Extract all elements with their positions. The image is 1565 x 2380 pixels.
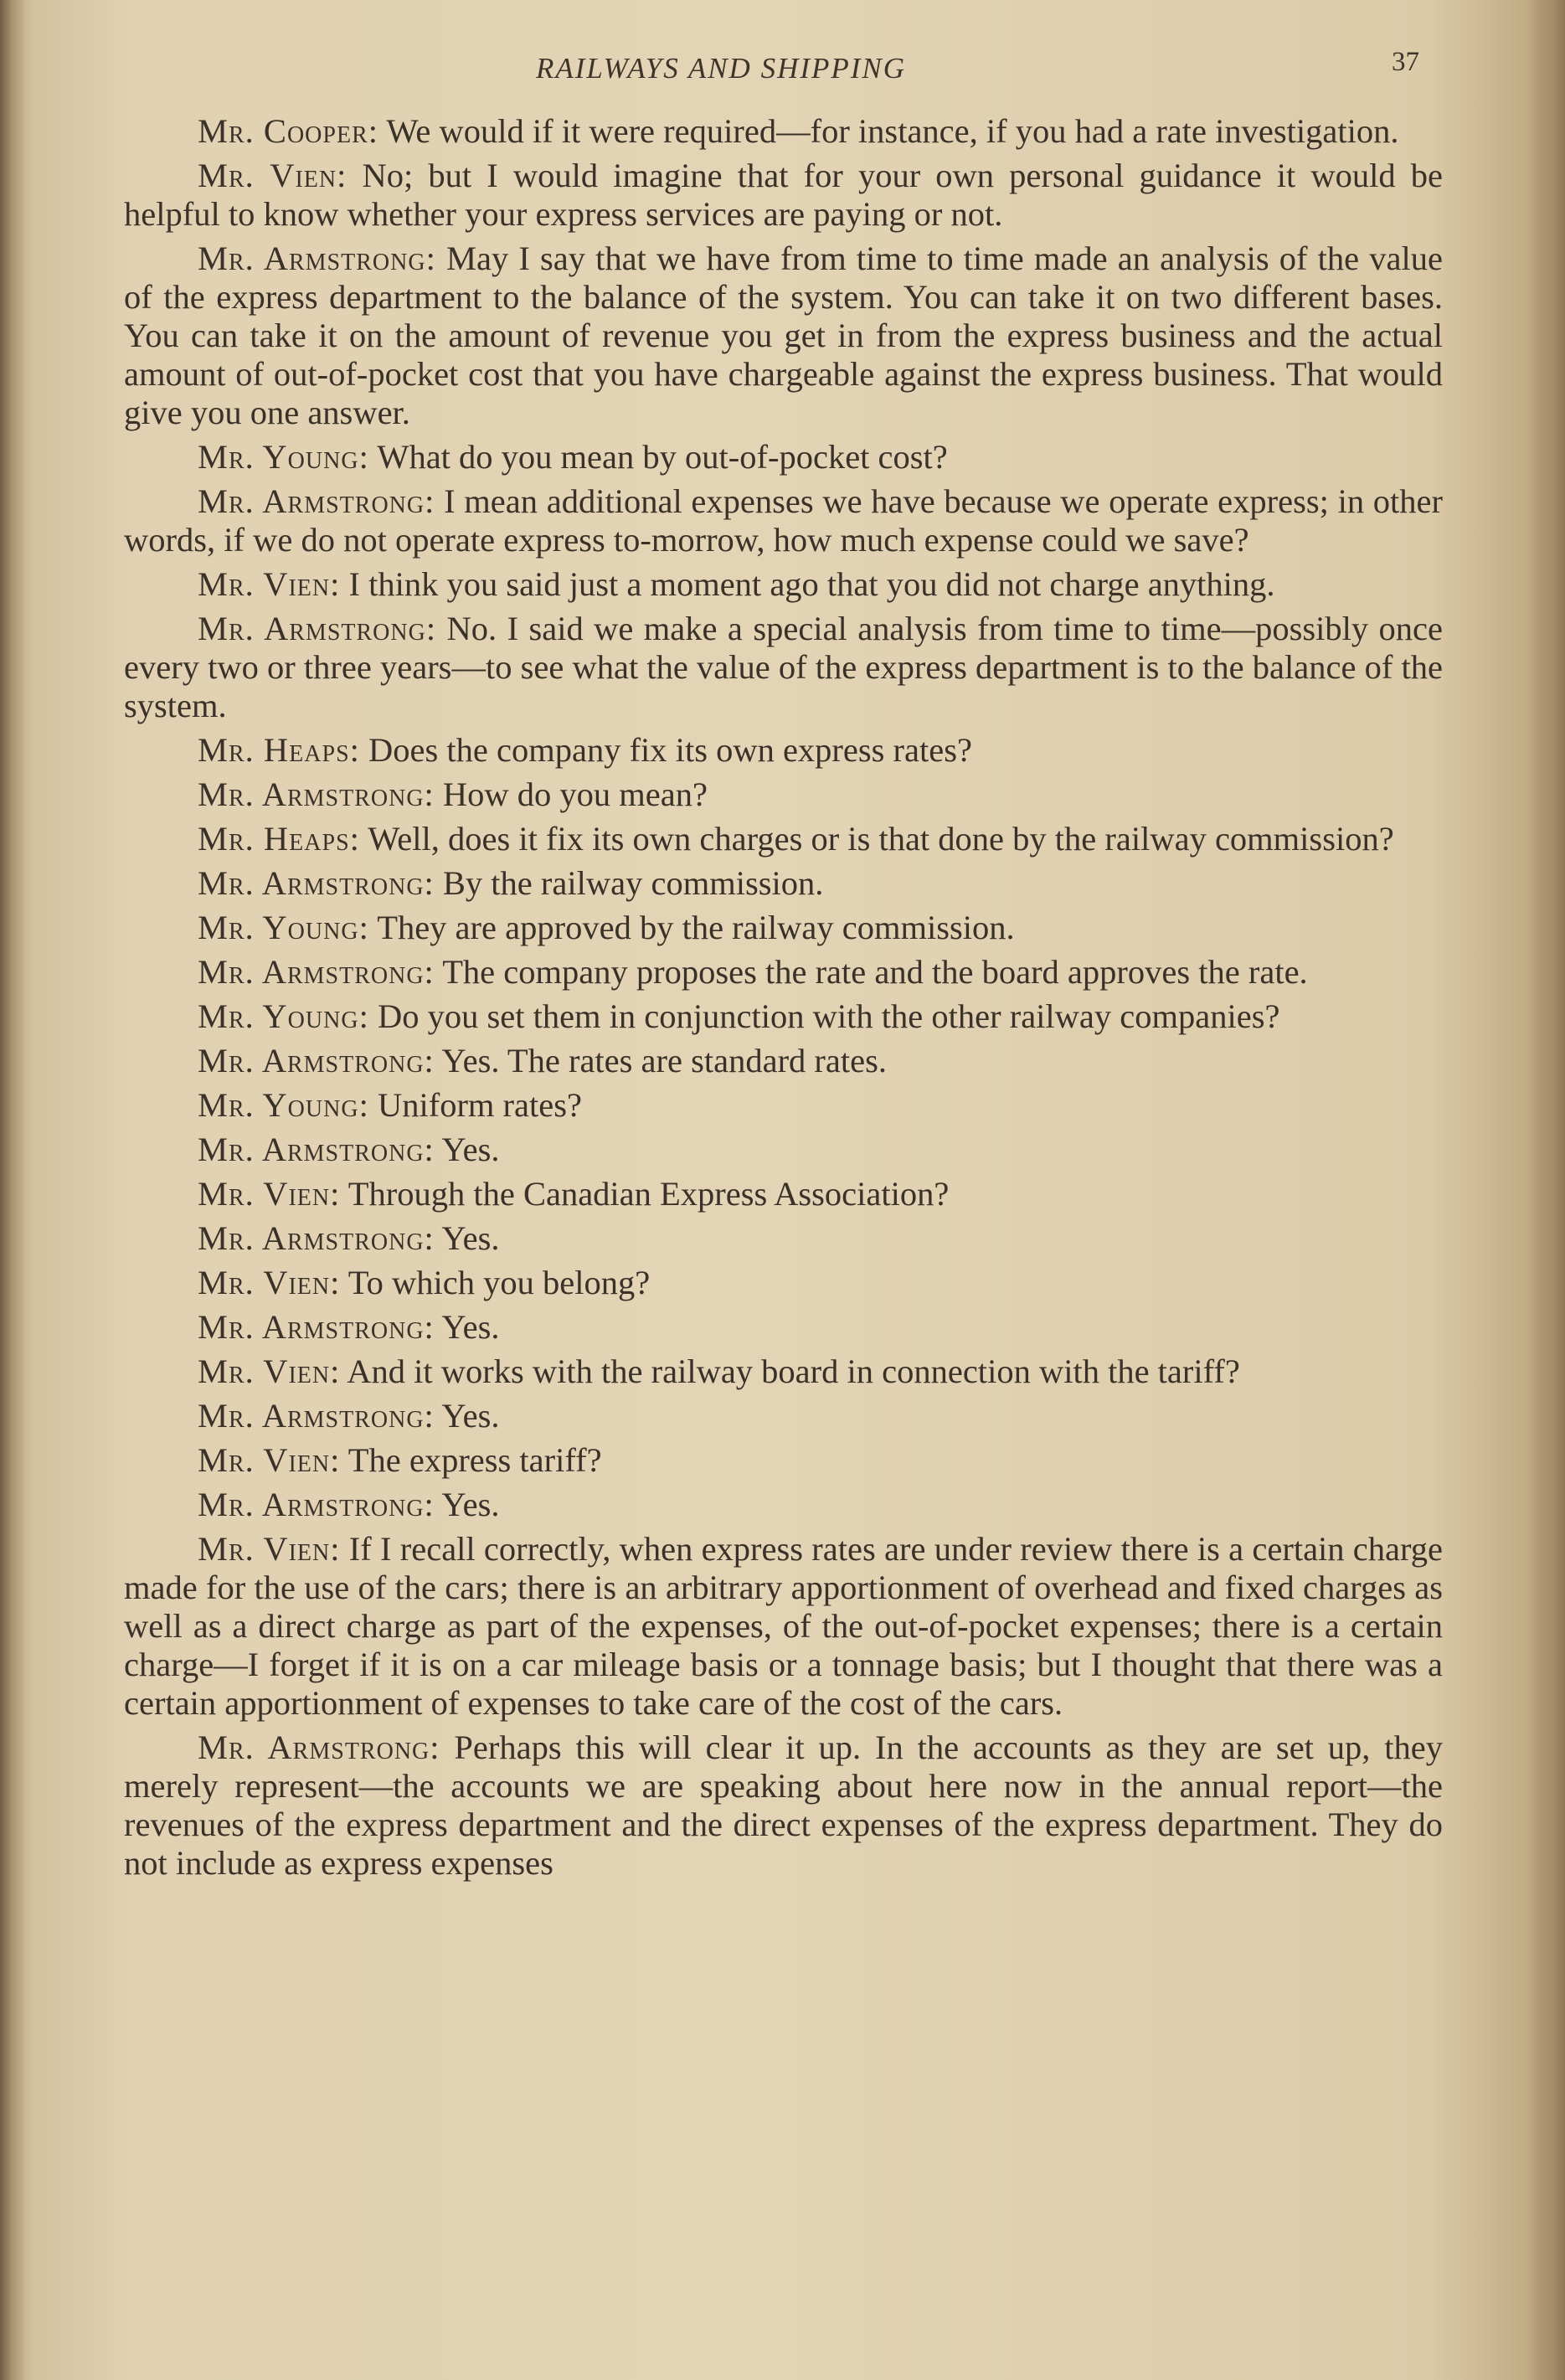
speech-text: I mean additional expenses we have because we operate express; in other words, if we do not operate express to-morrow, how much expense could we save?: [124, 482, 1443, 559]
page-edge-shadow: [1532, 0, 1565, 2380]
speaker-name: Mr. Young:: [198, 438, 369, 476]
speaker-name: Mr. Young:: [198, 997, 369, 1035]
speech-text: No; but I would imagine that for your own personal guidance it would be helpful to know whether your express services are paying or not.: [124, 157, 1444, 233]
transcript-paragraph: [124, 1219, 1443, 1258]
transcript-paragraph: [124, 775, 1443, 814]
transcript-paragraph: [124, 1441, 1443, 1480]
speaker-name: Mr. Heaps:: [198, 820, 360, 858]
transcript-paragraph: [124, 1728, 1443, 1883]
page-number: 37: [1392, 47, 1419, 77]
transcript-paragraph: [124, 864, 1443, 903]
speech-text: May I say that we have from time to time made an analysis of the value of the express department to the balance of the system. You can take it on two different bases. You can take it on the amount of revenue you get in from the express business and the actual amount of out-of-pocket cost that you have chargeable against the express business. That would give you one answer.: [124, 240, 1443, 431]
speaker-name: Mr. Armstrong:: [198, 1042, 435, 1079]
speaker-name: Mr. Armstrong:: [198, 610, 437, 647]
speech-text: I think you said just a moment ago that you did not charge anything.: [340, 565, 1275, 603]
speaker-name: Mr. Armstrong:: [198, 482, 435, 520]
speech-text: Yes.: [434, 1131, 500, 1168]
transcript-paragraph: [124, 157, 1443, 234]
speech-text: Yes.: [434, 1219, 500, 1257]
speech-text: Yes.: [434, 1308, 500, 1346]
transcript-paragraph: [124, 1308, 1443, 1347]
speech-text: What do you mean by out-of-pocket cost?: [368, 438, 948, 476]
speech-text: Through the Canadian Express Association?: [340, 1175, 950, 1213]
speech-text: The express tariff?: [340, 1441, 602, 1479]
transcript-paragraph: [124, 731, 1443, 770]
speaker-name: Mr. Armstrong:: [198, 1486, 435, 1523]
transcript-paragraph: [124, 565, 1443, 604]
speaker-name: Mr. Armstrong:: [198, 775, 435, 813]
transcript-paragraph: [124, 112, 1443, 151]
transcript-paragraph: [124, 1086, 1443, 1125]
transcript-body: [124, 112, 1443, 1888]
speech-text: If I recall correctly, when express rates are under review there is a certain charge made for the use of the cars; there is an arbitrary apportionment of overhead and fixed charges as well as a direct charge as part of the expenses, of the out-of-pocket expenses; there is a certain charge—I forget if it is on a car mileage basis or a tonnage basis; but I thought that there was a certain apportionment of expenses to take care of the cost of the cars.: [124, 1530, 1443, 1722]
transcript-paragraph: [124, 953, 1443, 992]
speech-text: Yes.: [434, 1397, 500, 1435]
speaker-name: Mr. Vien:: [198, 1441, 341, 1479]
transcript-paragraph: [124, 1530, 1443, 1723]
transcript-paragraph: [124, 1486, 1443, 1524]
speaker-name: Mr. Cooper:: [198, 112, 378, 150]
transcript-paragraph: [124, 909, 1443, 947]
speech-text: How do you mean?: [434, 775, 708, 813]
transcript-paragraph: [124, 1397, 1443, 1435]
speech-text: We would if it were required—for instance, if you had a rate investigation.: [378, 112, 1399, 150]
speech-text: Well, does it fix its own charges or is that done by the railway commission?: [359, 820, 1394, 858]
transcript-paragraph: [124, 438, 1443, 477]
speaker-name: Mr. Young:: [198, 1086, 369, 1124]
transcript-paragraph: [124, 997, 1443, 1036]
transcript-paragraph: [124, 1042, 1443, 1080]
transcript-paragraph: [124, 1352, 1443, 1391]
speaker-name: Mr. Armstrong:: [198, 1131, 435, 1168]
transcript-paragraph: [124, 1131, 1443, 1169]
speaker-name: Mr. Armstrong:: [198, 240, 436, 277]
page-gutter-shadow: [0, 0, 25, 2380]
speaker-name: Mr. Heaps:: [198, 731, 360, 769]
transcript-paragraph: [124, 820, 1443, 858]
speaker-name: Mr. Armstrong:: [198, 1397, 435, 1435]
speaker-name: Mr. Armstrong:: [198, 1219, 435, 1257]
speech-text: Does the company fix its own express rates?: [359, 731, 972, 769]
speech-text: They are approved by the railway commission.: [368, 909, 1015, 946]
speaker-name: Mr. Vien:: [198, 565, 341, 603]
transcript-paragraph: [124, 1175, 1443, 1213]
speech-text: Yes.: [434, 1486, 500, 1523]
speaker-name: Mr. Armstrong:: [198, 864, 435, 902]
speech-text: To which you belong?: [340, 1264, 651, 1301]
speaker-name: Mr. Vien:: [198, 1530, 341, 1568]
speech-text: Yes. The rates are standard rates.: [434, 1042, 888, 1079]
speaker-name: Mr. Vien:: [198, 1264, 341, 1301]
speaker-name: Mr. Vien:: [198, 1175, 341, 1213]
speech-text: And it works with the railway board in connection with the tariff?: [340, 1352, 1240, 1390]
speaker-name: Mr. Armstrong:: [198, 953, 435, 991]
transcript-paragraph: [124, 610, 1443, 725]
transcript-paragraph: [124, 1264, 1443, 1302]
speaker-name: Mr. Vien:: [198, 1352, 341, 1390]
speech-text: Do you set them in conjunction with the other railway companies?: [368, 997, 1280, 1035]
speech-text: The company proposes the rate and the board approves the rate.: [434, 953, 1308, 991]
page-header: [0, 47, 1565, 97]
running-title: RAILWAYS AND SHIPPING: [536, 52, 907, 85]
speech-text: Perhaps this will clear it up. In the accounts as they are set up, they merely represent—the accounts we are speaking about here now in the annual report—the revenues of the express department and the direct expenses of the express department. They do not include as express expenses: [124, 1728, 1443, 1882]
speech-text: No. I said we make a special analysis from time to time—possibly once every two or three years—to see what the value of the express department is to the balance of the system.: [124, 610, 1443, 724]
speech-text: Uniform rates?: [368, 1086, 582, 1124]
speech-text: By the railway commission.: [434, 864, 824, 902]
speaker-name: Mr. Vien:: [198, 157, 347, 194]
transcript-paragraph: [124, 482, 1443, 559]
speaker-name: Mr. Armstrong:: [198, 1728, 440, 1766]
speaker-name: Mr. Young:: [198, 909, 369, 946]
speaker-name: Mr. Armstrong:: [198, 1308, 435, 1346]
transcript-paragraph: [124, 240, 1443, 432]
